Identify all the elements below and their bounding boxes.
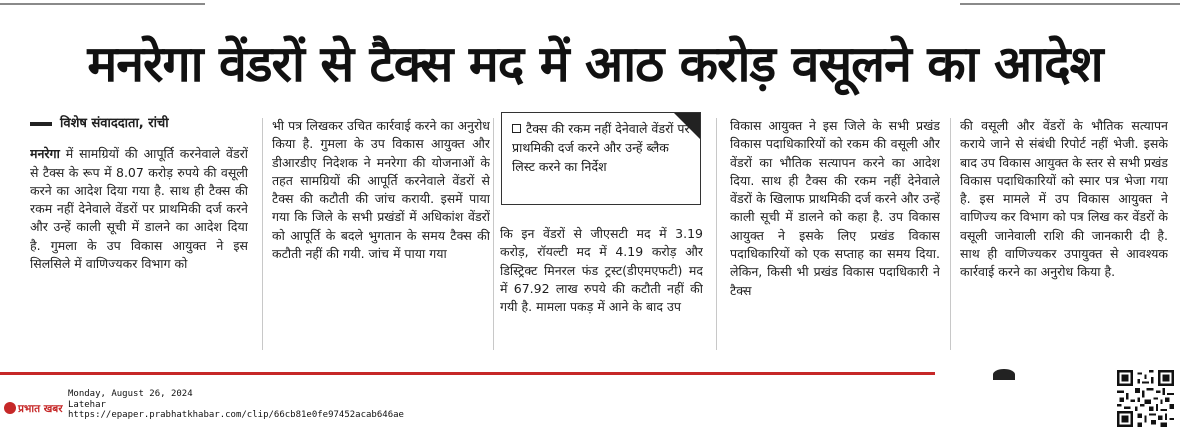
- column-4: [730, 117, 940, 354]
- byline: [30, 115, 248, 133]
- qr-code-icon: [1117, 370, 1174, 427]
- callout-text: टैक्स की रकम नहीं देनेवाले वेंडरों पर प्राथमिकी दर्ज करने और उन्हें ब्लैक लिस्ट करने का निर्देश: [512, 121, 690, 174]
- clip-date: Monday, August 26, 2024: [68, 389, 193, 399]
- checkbox-icon: [512, 124, 521, 133]
- column-4-text: विकास आयुक्त ने इस जिले के सभी प्रखंड विकास पदाधिकारियों को रकम की वसूली और वेंडरों का भौतिक सत्यापन करने का आदेश दिया. साथ ही टैक्स की रकम नहीं देनेवाले वेंडरों के खिलाफ प्राथमिकी दर्ज करने और उन्हें काली सूची में डालने को कहा है. उप विकास आयुक्त ने इसके लिए प्रखंड विकास पदाधिकारियों को एक सप्ताह का समय दिया. लेकिन, किसी भी प्रखंड विकास पदाधिकारी ने टैक्स: [730, 118, 940, 298]
- column-2-text: भी पत्र लिखकर उचित कार्रवाई करने का अनुरोध किया है. गुमला के उप विकास आयुक्त और डीआरडीए निदेशक ने मनरेगा की योजनाओं के तहत सामग्रियों की आपूर्ति करनेवाले वेंडरों से टैक्स की कटौती की जांच करायी. इसमें पाया गया कि जिले के सभी प्रखंडों में अधिकांश वेंडरों को आपूर्ति के बदले भुगतान के समय टैक्स की कटौती नहीं की गयी. जांच में पाया गया: [272, 118, 490, 262]
- column-divider-3: [716, 118, 717, 350]
- byline-text: विशेष संवाददाता, रांची: [60, 116, 169, 131]
- column-5: [960, 117, 1168, 354]
- clip-url[interactable]: https://epaper.prabhatkhabar.com/clip/66cb81e0fe97452acab646ae: [68, 410, 404, 420]
- top-rule-right: [960, 3, 1180, 5]
- headline: मनरेगा वेंडरों से टैक्स मद में आठ करोड़ वसूलने का आदेश: [87, 35, 1103, 93]
- column-3-text: कि इन वेंडरों से जीएसटी मद में 3.19 करोड़, रॉयल्टी मद में 4.19 करोड़ और डिस्ट्रिक्ट मिनरल फंड ट्रस्ट(डीएमएफटी) मद में 67.92 लाख रुपये की कटौती नहीं की गयी है. मामला पकड़ में आने के बाद उप: [500, 226, 703, 315]
- logo-mark-icon: [4, 402, 16, 414]
- top-rule-left: [0, 3, 205, 5]
- publication-logo: [4, 402, 63, 416]
- callout-box: [501, 112, 701, 205]
- footer-dot: [993, 369, 1015, 380]
- column-2: [272, 117, 490, 354]
- clip-edition: Latehar: [68, 399, 106, 410]
- byline-bar: [30, 122, 52, 126]
- column-divider-4: [950, 118, 951, 350]
- lead-word: मनरेगा: [30, 146, 60, 162]
- column-5-text: की वसूली और वेंडरों के भौतिक सत्यापन कराये जाने से संबंधी रिपोर्ट नहीं भेजी. इसके बाद उप विकास आयुक्त के स्तर से सभी प्रखंड विकास पदाधिकारियों को स्मार पत्र भेजा गया है. इस मामले में उप विकास आयुक्त ने वाणिज्य कर विभाग को पत्र लिख कर वेंडरों के वसूली जानेवाली राशि की जानकारी दी है. साथ ही वाणिज्यकर उपायुक्त से आवश्यक कार्रवाई करने का अनुरोध किया है.: [960, 118, 1168, 280]
- footer-rule: [0, 372, 935, 375]
- column-divider-2: [493, 118, 494, 350]
- column-1-paragraph: [30, 145, 248, 273]
- callout-corner: [673, 112, 701, 140]
- column-divider-1: [262, 118, 263, 350]
- clip-meta: [68, 389, 404, 421]
- column-1: [30, 115, 248, 360]
- column-1-text: में सामग्रियों की आपूर्ति करनेवाले वेंडरों से टैक्स के रूप में 8.07 करोड़ रुपये की वसूली करने का आदेश दिया गया है. साथ ही टैक्स की रकम नहीं देनेवाले वेंडरों पर प्राथमिकी दर्ज करने और उन्हें काली सूची में डालने का आदेश दिया है. गुमला के उप विकास आयुक्त ने इस सिलसिले में वाणिज्यकर विभाग को: [30, 146, 248, 272]
- column-3: [500, 225, 703, 355]
- logo-text: प्रभात खबर: [18, 403, 63, 415]
